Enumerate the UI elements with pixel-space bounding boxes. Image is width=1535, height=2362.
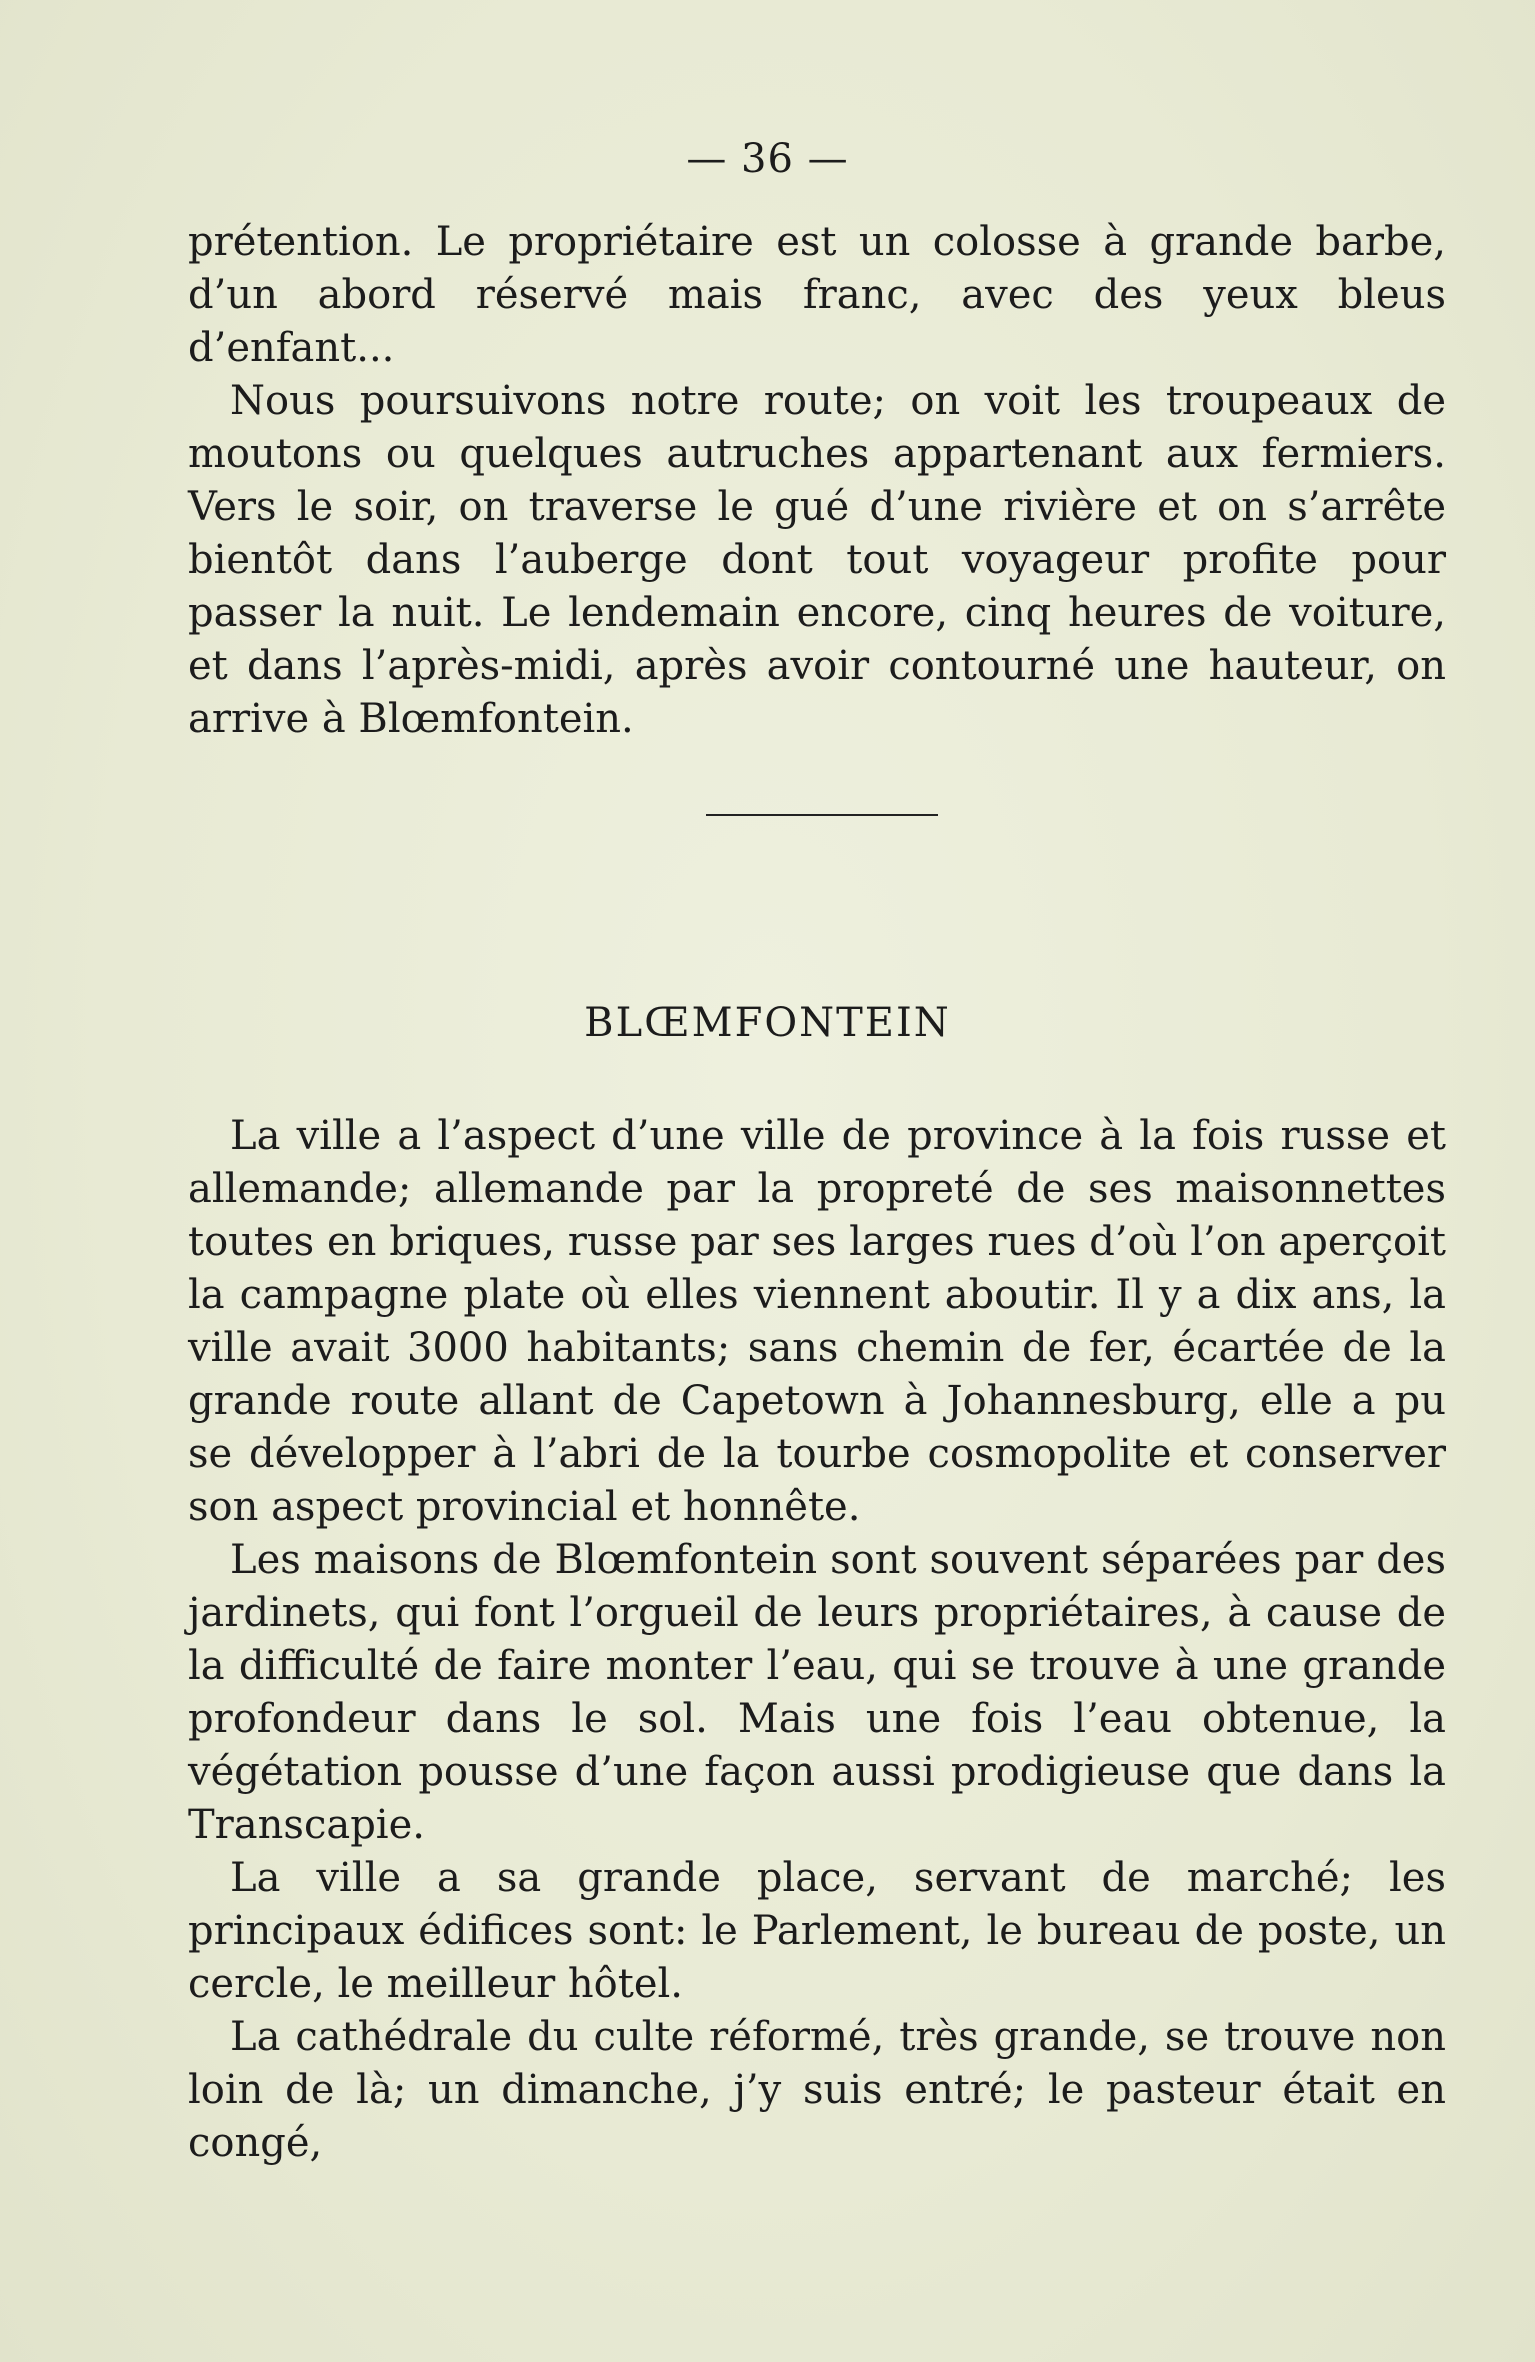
section-divider — [706, 814, 938, 816]
paragraph: La cathédrale du culte réformé, très grande, se trouve non loin de là; un dimanche, j’y suis entré; le pasteur était en congé, — [188, 2014, 1446, 2166]
page-number: — 36 — — [686, 136, 849, 182]
paragraph: Nous poursuivons notre route; on voit les troupeaux de moutons ou quelques autruches appartenant aux fermiers. Vers le soir, on traverse le gué d’une rivière et on s’arrête bientôt dans l’auberge dont tout voyageur profite pour passer la nuit. Le lendemain encore, cinq heures de voiture, et dans l’après-midi, après avoir contourné une hauteur, on arrive à Blœmfontein. — [188, 378, 1446, 742]
paragraph: prétention. Le propriétaire est un colosse à grande barbe, d’un abord réservé mais franc, avec des yeux bleus d’enfant... — [188, 219, 1446, 371]
paragraph: Les maisons de Blœmfontein sont souvent séparées par des jardinets, qui font l’orgueil de leurs propriétaires, à cause de la difficulté de faire monter l’eau, qui se trouve à une grande profondeur dans le sol. Mais une fois l’eau obtenue, la végétation pousse d’une façon aussi prodigieuse que dans la Transcapie. — [188, 1537, 1446, 1848]
continued-text — [188, 216, 1446, 746]
section-body — [188, 1110, 1446, 2170]
section-title: BLŒMFONTEIN — [584, 1000, 951, 1046]
paragraph: La ville a l’aspect d’une ville de province à la fois russe et allemande; allemande par la propreté de ses maisonnettes toutes en briques, russe par ses larges rues d’où l’on aperçoit la campagne plate où elles viennent aboutir. Il y a dix ans, la ville avait 3000 habitants; sans chemin de fer, écartée de la grande route allant de Capetown à Johannesburg, elle a pu se développer à l’abri de la tourbe cosmopolite et conserver son aspect provincial et honnête. — [188, 1113, 1446, 1530]
paragraph: La ville a sa grande place, servant de marché; les principaux édifices sont: le Parlement, le bureau de poste, un cercle, le meilleur hôtel. — [188, 1855, 1446, 2007]
